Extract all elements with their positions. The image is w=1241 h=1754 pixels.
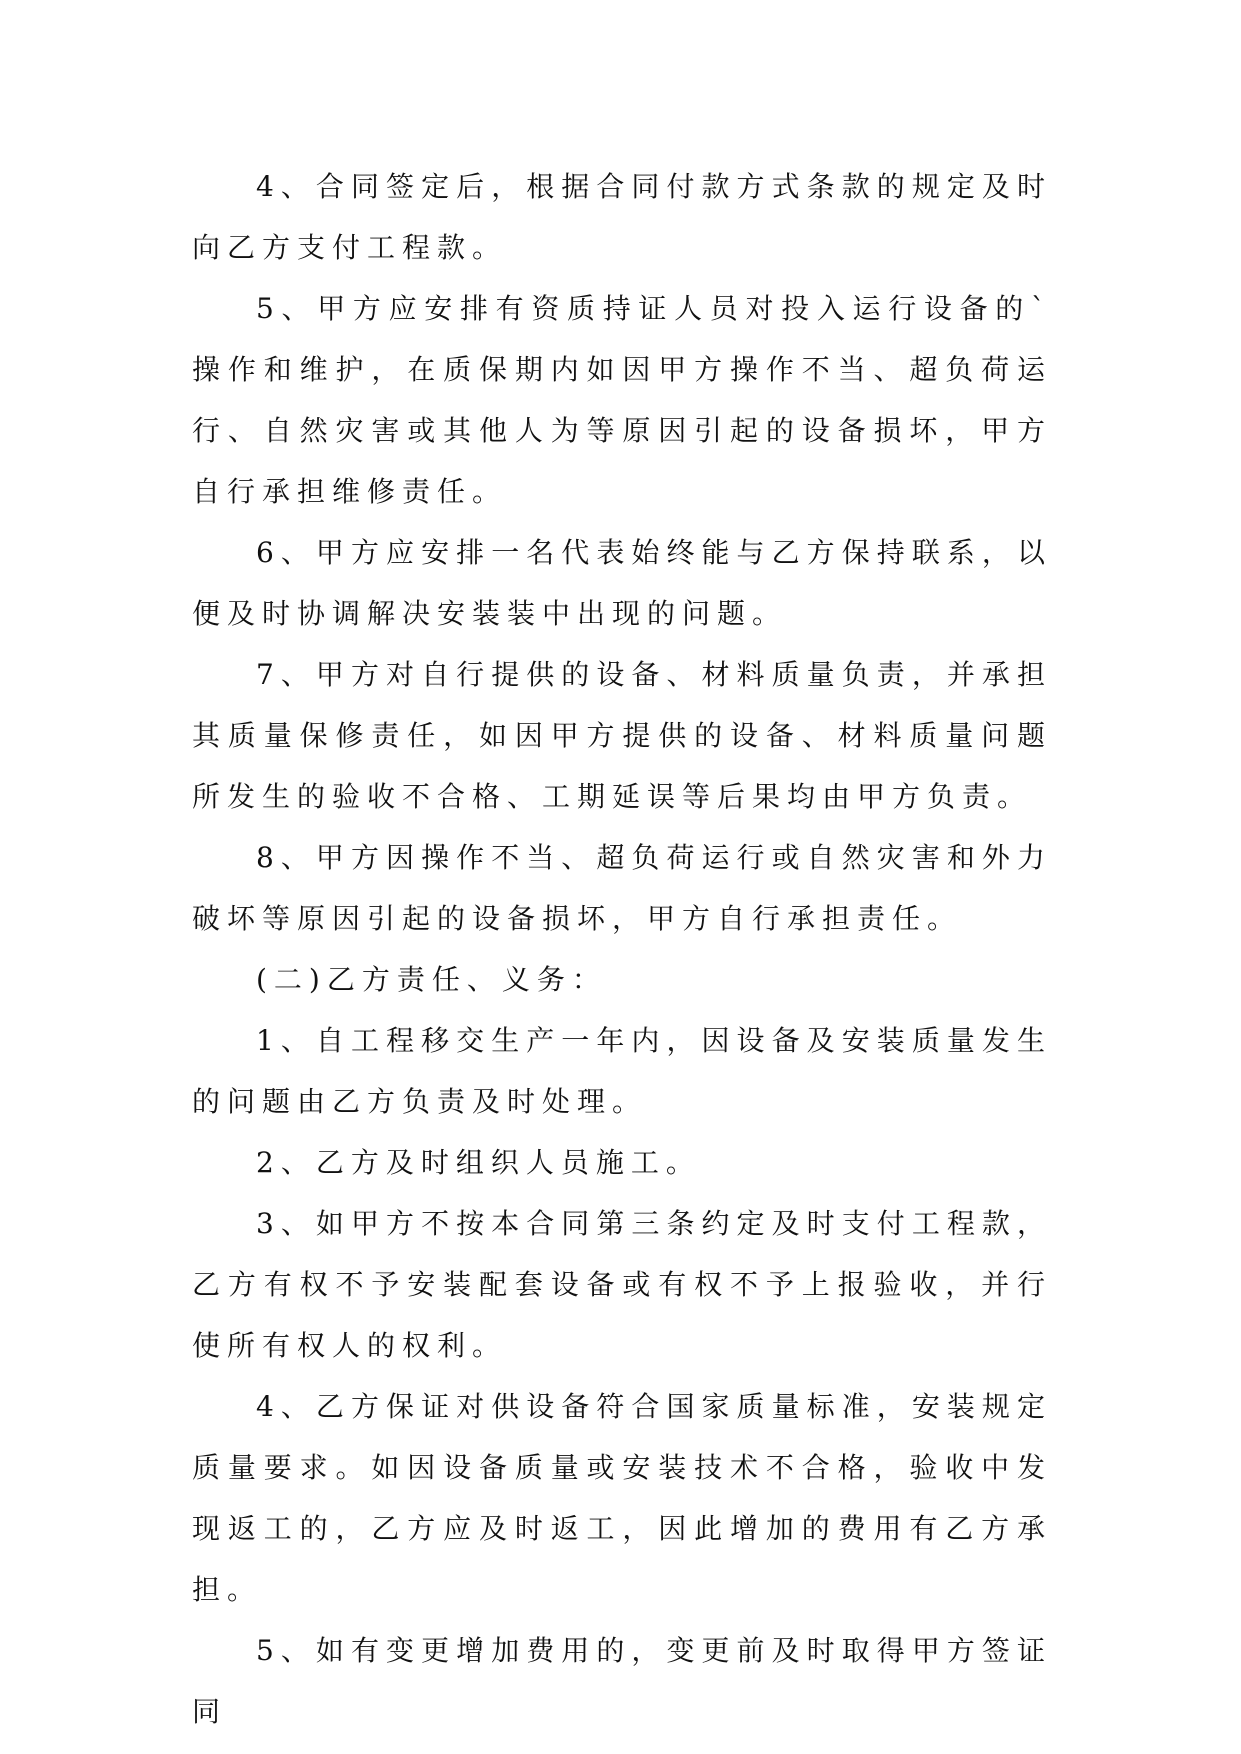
- paragraph-4-payment: 4、合同签定后，根据合同付款方式条款的规定及时向乙方支付工程款。: [192, 170, 1052, 264]
- paragraph-7-material-quality: 7、甲方对自行提供的设备、材料质量负责，并承担其质量保修责任，如因甲方提供的设备、材料质量问题所发生的验收不合格、工期延误等后果均由甲方负责。: [192, 658, 1052, 813]
- paragraph-8-damage: 8、甲方因操作不当、超负荷运行或自然灾害和外力破坏等原因引起的设备损坏，甲方自行承担责任。: [192, 841, 1052, 935]
- section-heading-party-b: (二)乙方责任、义务：: [256, 963, 607, 996]
- paragraph-5-operation-maintenance: 5、甲方应安排有资质持证人员对投入运行设备的`操作和维护，在质保期内如因甲方操作不当、超负荷运行、自然灾害或其他人为等原因引起的设备损坏，甲方自行承担维修责任。: [192, 292, 1052, 508]
- paragraph-b2-construction: 2、乙方及时组织人员施工。: [256, 1146, 701, 1179]
- paragraph-b1-warranty: 1、自工程移交生产一年内，因设备及安装质量发生的问题由乙方负责及时处理。: [192, 1024, 1052, 1118]
- paragraph-6-representative: 6、甲方应安排一名代表始终能与乙方保持联系，以便及时协调解决安装装中出现的问题。: [192, 536, 1052, 630]
- document-body: [192, 156, 1052, 1742]
- paragraph-b4-quality: 4、乙方保证对供设备符合国家质量标准，安装规定质量要求。如因设备质量或安装技术不合格，验收中发现返工的，乙方应及时返工，因此增加的费用有乙方承担。: [192, 1390, 1052, 1606]
- paragraph-b3-rights: 3、如甲方不按本合同第三条约定及时支付工程款，乙方有权不予安装配套设备或有权不予上报验收，并行使所有权人的权利。: [192, 1207, 1052, 1362]
- paragraph-b5-changes: 5、如有变更增加费用的，变更前及时取得甲方签证同: [192, 1634, 1052, 1728]
